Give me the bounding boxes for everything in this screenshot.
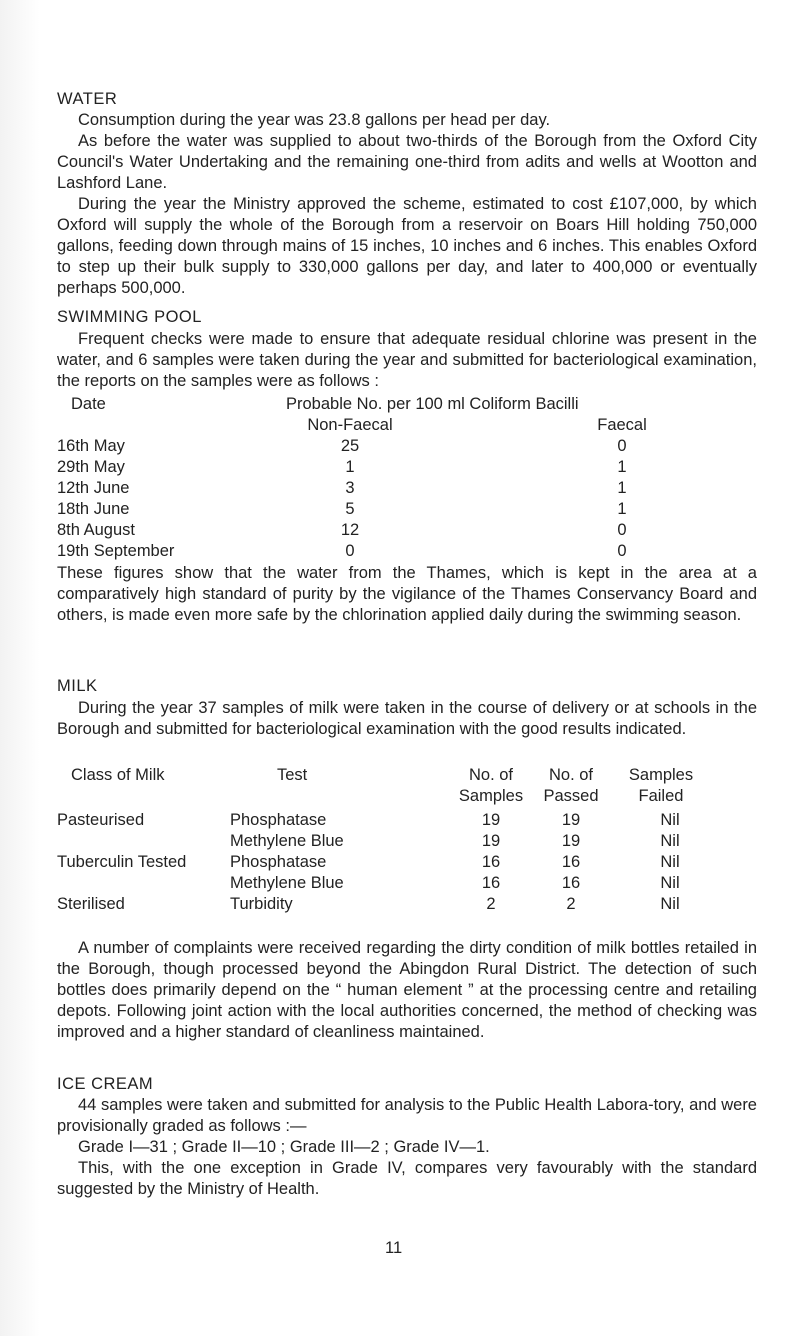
cell-passed: 2 [566,895,576,913]
table-row [57,894,757,915]
cell-non-faecal: 5 [345,500,355,518]
ice-cream-grades: Grade I—31 ; Grade II—10 ; Grade III—2 ; Grade IV—1. [78,1138,490,1156]
page-number: 11 [385,1239,403,1257]
col-header-coliform-bacilli: Probable No. per 100 ml Coliform Bacilli [286,395,579,413]
cell-non-faecal: 12 [340,521,360,539]
cell-date: 19th September [57,542,175,560]
cell-failed: Nil [660,853,680,871]
cell-date: 12th June [57,479,130,497]
milk-heading: MILK [57,677,98,695]
col-header-samples-failed-line1: Samples [628,766,694,784]
cell-samples: 16 [481,853,501,871]
ice-cream-conclusion: This, with the one exception in Grade IV, compares very favourably with the standard suggested by the Ministry of Health. [57,1159,757,1198]
table-row [57,852,757,873]
water-paragraph-scheme: During the year the Ministry approved the scheme, estimated to cost £107,000, by which Oxford will supply the whole of the Borough from a reservoir on Boars Hill holding 750,000 gallons, feeding down through mains of 15 inches, 10 inches and 6 inches. This enables Oxford to step up their bulk supply to 330,000 gallons per day, and later to 400,000 or eventually perhaps 500,000. [57,195,757,297]
swimming-pool-heading: SWIMMING POOL [57,308,202,326]
cell-non-faecal: 1 [345,458,355,476]
table-row [57,457,757,478]
cell-passed: 19 [561,832,581,850]
table-row [57,499,757,520]
swimming-pool-intro: Frequent checks were made to ensure that adequate residual chlorine was present in the water, and 6 samples were taken during the year and submitted for bacteriological examination, the reports on the samples were as follows : [57,330,757,390]
cell-samples: 16 [481,874,501,892]
cell-failed: Nil [660,874,680,892]
cell-passed: 16 [561,874,581,892]
water-section-body [57,110,757,299]
cell-failed: Nil [660,811,680,829]
table-row [57,436,757,457]
cell-faecal: 1 [617,458,627,476]
table-row [57,831,757,852]
ice-cream-section-body [57,1095,757,1200]
table-row [57,810,757,831]
col-header-test: Test [277,766,308,784]
cell-date: 29th May [57,458,125,476]
cell-non-faecal: 0 [345,542,355,560]
cell-failed: Nil [660,832,680,850]
col-header-no-passed-line1: No. of [548,766,594,784]
water-paragraph-consumption: Consumption during the year was 23.8 gallons per head per day. [78,111,551,129]
milk-complaints: A number of complaints were received regarding the dirty condition of milk bottles retailed in the Borough, though processed beyond the Abingdon Rural District. The detection of such bottles does primarily depend on the “ human element ” at the processing centre and retailing depots. Following joint action with the local authorities concerned, the method of checking was improved and a higher standard of cleanliness maintained. [57,939,757,1041]
cell-faecal: 0 [617,542,627,560]
col-header-no-of-samples-line1: No. of [468,766,514,784]
swimming-pool-conclusion: These figures show that the water from the Thames, which is kept in the area at a comparatively high standard of purity by the vigilance of the Thames Conservancy Board and others, is made even more safe by the chlorination applied daily during the swimming season. [57,564,757,624]
col-header-samples-failed-line2: Failed [638,787,684,805]
col-header-no-passed-line2: Passed [543,787,599,805]
cell-non-faecal: 3 [345,479,355,497]
binding-edge-shadow [0,0,40,1336]
ice-cream-heading: ICE CREAM [57,1075,154,1093]
col-header-faecal: Faecal [597,416,647,434]
cell-failed: Nil [660,895,680,913]
cell-samples: 19 [481,832,501,850]
water-paragraph-supply: As before the water was supplied to about two-thirds of the Borough from the Oxford City Council's Water Undertaking and the remaining one-third from adits and wells at Wootton and Lashford Lane. [57,132,757,192]
col-header-no-of-samples-line2: Samples [458,787,524,805]
table-row [57,541,757,562]
cell-class: Pasteurised [57,811,145,829]
cell-test: Turbidity [230,895,293,913]
cell-date: 18th June [57,500,130,518]
cell-faecal: 0 [617,437,627,455]
table-row [57,478,757,499]
table-row [57,873,757,894]
col-header-date: Date [71,395,106,413]
cell-faecal: 1 [617,500,627,518]
water-heading: WATER [57,90,118,108]
col-header-class-of-milk: Class of Milk [71,766,165,784]
cell-samples: 2 [486,895,496,913]
table-row [57,520,757,541]
cell-passed: 19 [561,811,581,829]
col-header-non-faecal: Non-Faecal [307,416,393,434]
cell-test: Methylene Blue [230,874,344,892]
cell-test: Phosphatase [230,811,327,829]
cell-faecal: 1 [617,479,627,497]
cell-date: 16th May [57,437,125,455]
cell-class: Sterilised [57,895,125,913]
cell-date: 8th August [57,521,135,539]
cell-test: Phosphatase [230,853,327,871]
cell-test: Methylene Blue [230,832,344,850]
cell-samples: 19 [481,811,501,829]
cell-passed: 16 [561,853,581,871]
cell-faecal: 0 [617,521,627,539]
cell-class: Tuberculin Tested [57,853,187,871]
milk-intro: During the year 37 samples of milk were taken in the course of delivery or at schools in the Borough and submitted for bacteriological examination with the good results indicated. [57,699,757,738]
cell-non-faecal: 25 [340,437,360,455]
ice-cream-intro: 44 samples were taken and submitted for analysis to the Public Health Labora-tory, and were provisionally graded as follows :— [57,1096,757,1135]
